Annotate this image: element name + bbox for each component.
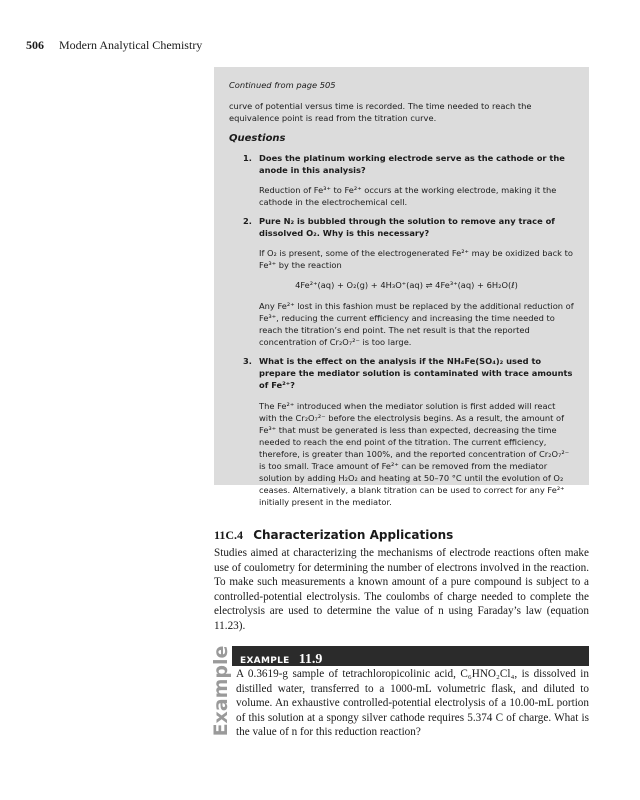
reaction-equation: 4Fe²⁺(aq) + O₂(g) + 4H₃O⁺(aq) ⇌ 4Fe³⁺(aq) + 6H₂O(ℓ) [295, 280, 518, 290]
section-characterization-applications [214, 528, 589, 634]
question-3 [229, 355, 574, 508]
example-problem-text: A 0.3619-g sample of tetrachloropicolinic acid, C₆HNO₂Cl₄, is dissolved in distilled water, transferred to a 1000-mL volumetric flask, and diluted to volume. An exhaustive controlled-potential electrolysis of a 10.00-mL portion of this solution at a spongy silver cathode requires 5.374 C of charge. What is the value of n for this reduction reaction? [236, 668, 589, 739]
example-side-text: Example [210, 645, 232, 737]
book-title: Modern Analytical Chemistry [59, 38, 203, 52]
section-title: Characterization Applications [253, 528, 454, 542]
example-header-bar [232, 646, 589, 666]
continued-example-box [214, 67, 589, 507]
answer-text-continued: Any Fe²⁺ lost in this fashion must be replaced by the additional reduction of Fe³⁺, reducing the current efficiency and increasing the time needed to reach the titration’s end point. The net result is that the reported concentration of Cr₂O₇²⁻ is too large. [259, 301, 574, 347]
running-head [26, 38, 202, 53]
questions-heading: Questions [229, 133, 286, 144]
page-number: 506 [26, 38, 44, 52]
section-number: 11C.4 [214, 528, 244, 542]
example-side-label [209, 645, 233, 737]
question-text: Does the platinum working electrode serve as the cathode or the anode in this analysis? [259, 153, 565, 175]
continued-note: Continued from page 505 [229, 80, 336, 90]
question-text: What is the effect on the analysis if the NH₄Fe(SO₄)₂ used to prepare the mediator solution is contaminated with trace amounts of Fe²⁺? [259, 356, 573, 390]
box-intro-text: curve of potential versus time is recorded. The time needed to reach the equivalence point is read from the titration curve. [229, 101, 532, 123]
question-text: Pure N₂ is bubbled through the solution to remove any trace of dissolved O₂. Why is this necessary? [259, 216, 555, 238]
answer-text: The Fe²⁺ introduced when the mediator solution is first added will react with the Cr₂O₇²⁻ before the electrolysis begins. As a result, the amount of Fe³⁺ that must be generated is less than expected, decreasing the time needed to reach the end point of the titration. The current efficiency, therefore, is greater than 100%, and the reported concentration of Cr₂O₇²⁻ is too small. Trace amount of Fe²⁺ can be removed from the mediator solution by adding H₂O₂ and heating at 50–70 °C until the evolution of O₂ ceases. Alternatively, a blank titration can be used to correct for any Fe²⁺ initially present in the mediator. [259, 401, 570, 507]
question-1 [229, 152, 574, 208]
example-label [240, 648, 322, 668]
question-2 [229, 215, 574, 348]
section-paragraph: Studies aimed at characterizing the mechanisms of electrode reactions often make use of coulometry for determining the number of electrons involved in the reaction. To make such measurements a known amount of a pure compound is subject to a controlled-potential electrolysis. The coulombs of charge needed to complete the electrolysis are used to determine the value of n using Faraday’s law (equation 11.23). [214, 547, 589, 632]
example-label-word: EXAMPLE [240, 656, 290, 666]
example-number: 11.9 [298, 652, 323, 667]
question-number: 3. [243, 356, 252, 366]
answer-text: Reduction of Fe³⁺ to Fe²⁺ occurs at the working electrode, making it the cathode in the electrochemical cell. [259, 185, 557, 207]
question-number: 1. [243, 153, 252, 163]
answer-text: If O₂ is present, some of the electrogenerated Fe²⁺ may be oxidized back to Fe³⁺ by the reaction [259, 248, 573, 270]
question-number: 2. [243, 216, 252, 226]
section-heading [214, 528, 589, 543]
